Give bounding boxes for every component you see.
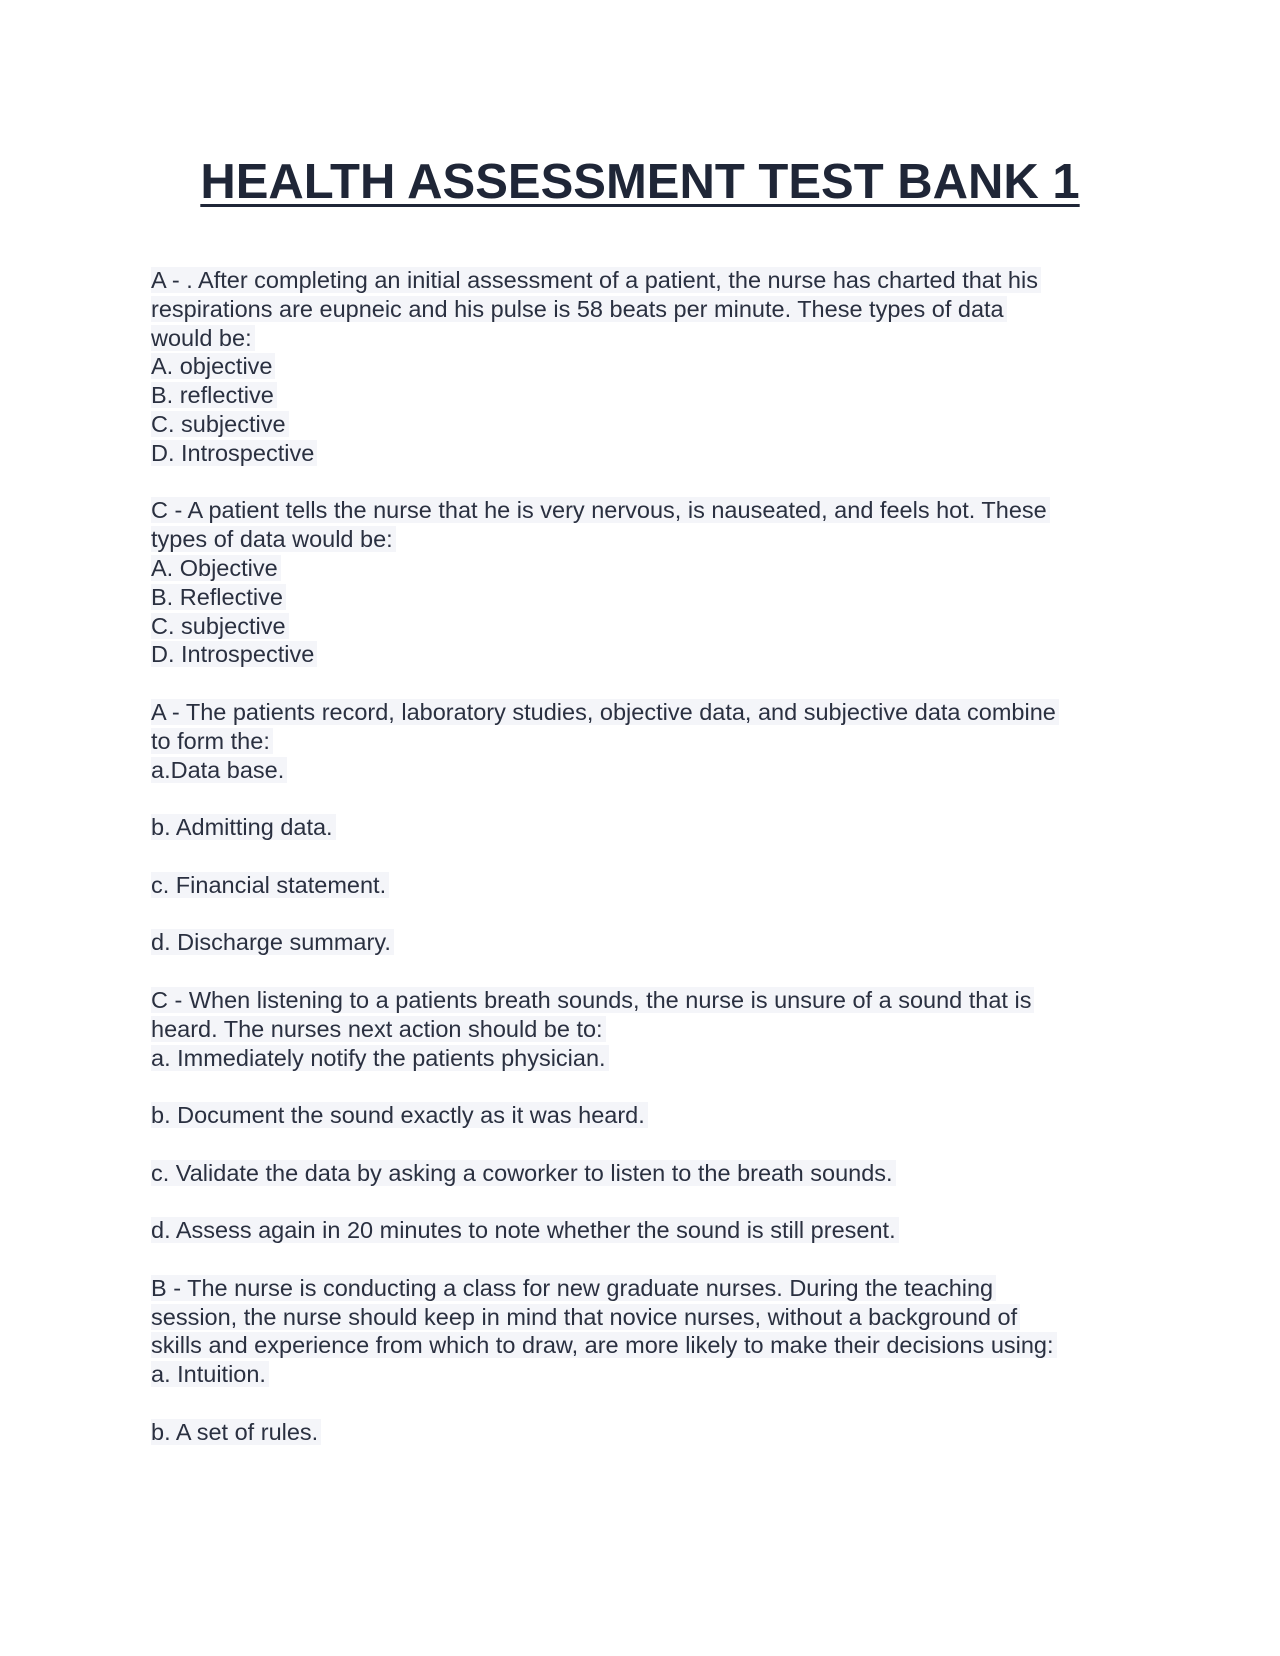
question-text-line bbox=[151, 1331, 1151, 1360]
question-separator bbox=[151, 468, 1151, 497]
document-title-text: HEALTH ASSESSMENT TEST BANK 1 bbox=[200, 155, 1080, 209]
text-run: B. reflective bbox=[151, 382, 277, 408]
question-text-line bbox=[151, 928, 1151, 957]
text-run: would be: bbox=[151, 325, 255, 351]
text-run: a.Data base. bbox=[151, 757, 287, 783]
question-separator bbox=[151, 669, 1151, 698]
question-stem-line bbox=[151, 1274, 1151, 1303]
question-text-line bbox=[151, 410, 1151, 439]
text-run: c. Validate the data by asking a coworker to listen to the breath sounds. bbox=[151, 1160, 896, 1186]
question-text-line bbox=[151, 583, 1151, 612]
question-text-line bbox=[151, 1044, 1151, 1073]
question-text-line bbox=[151, 1216, 1151, 1245]
question-text-line bbox=[151, 295, 1151, 324]
question-text-line bbox=[151, 813, 1151, 842]
text-run: c. Financial statement. bbox=[151, 872, 389, 898]
text-run: A - . After completing an initial assessment of a patient, the nurse has charted that his bbox=[151, 267, 1041, 293]
question-text-line bbox=[151, 1360, 1151, 1389]
question-text-line bbox=[151, 324, 1151, 353]
blank-line bbox=[151, 1389, 1151, 1418]
text-run: C - A patient tells the nurse that he is very nervous, is nauseated, and feels hot. These bbox=[151, 497, 1050, 523]
question-block bbox=[151, 986, 1151, 1274]
question-text-line bbox=[151, 554, 1151, 583]
text-run: C. subjective bbox=[151, 411, 289, 437]
question-list bbox=[151, 266, 1151, 1447]
question-block bbox=[151, 496, 1151, 698]
text-run: d. Assess again in 20 minutes to note whether the sound is still present. bbox=[151, 1217, 899, 1243]
question-text-line bbox=[151, 756, 1151, 785]
text-run: b. Document the sound exactly as it was heard. bbox=[151, 1102, 648, 1128]
text-run: B - The nurse is conducting a class for new graduate nurses. During the teaching bbox=[151, 1275, 996, 1301]
text-run: A. objective bbox=[151, 353, 275, 379]
text-run: b. Admitting data. bbox=[151, 814, 336, 840]
text-run: B. Reflective bbox=[151, 584, 286, 610]
text-run: heard. The nurses next action should be to: bbox=[151, 1016, 606, 1042]
text-run: a. Immediately notify the patients physician. bbox=[151, 1045, 609, 1071]
question-block bbox=[151, 1274, 1151, 1447]
question-separator bbox=[151, 957, 1151, 986]
text-run: d. Discharge summary. bbox=[151, 929, 394, 955]
text-run: session, the nurse should keep in mind that novice nurses, without a background of bbox=[151, 1304, 1020, 1330]
blank-line bbox=[151, 1188, 1151, 1217]
question-stem-line bbox=[151, 496, 1151, 525]
question-text-line bbox=[151, 640, 1151, 669]
question-text-line bbox=[151, 1159, 1151, 1188]
blank-line bbox=[151, 1130, 1151, 1159]
question-block bbox=[151, 266, 1151, 496]
text-run: D. Introspective bbox=[151, 641, 317, 667]
question-stem-line bbox=[151, 266, 1151, 295]
text-run: types of data would be: bbox=[151, 526, 396, 552]
question-text-line bbox=[151, 871, 1151, 900]
question-text-line bbox=[151, 1015, 1151, 1044]
question-text-line bbox=[151, 727, 1151, 756]
blank-line bbox=[151, 784, 1151, 813]
question-text-line bbox=[151, 381, 1151, 410]
text-run: skills and experience from which to draw, are more likely to make their decisions using: bbox=[151, 1332, 1057, 1358]
question-text-line bbox=[151, 1303, 1151, 1332]
text-run: C. subjective bbox=[151, 613, 289, 639]
question-text-line bbox=[151, 612, 1151, 641]
text-run: A. Objective bbox=[151, 555, 281, 581]
text-run: D. Introspective bbox=[151, 440, 317, 466]
text-run: to form the: bbox=[151, 728, 273, 754]
question-separator bbox=[151, 1245, 1151, 1274]
text-run: C - When listening to a patients breath sounds, the nurse is unsure of a sound that is bbox=[151, 987, 1034, 1013]
question-text-line bbox=[151, 439, 1151, 468]
document-title bbox=[0, 150, 1280, 214]
blank-line bbox=[151, 900, 1151, 929]
blank-line bbox=[151, 1072, 1151, 1101]
text-run: b. A set of rules. bbox=[151, 1419, 321, 1445]
question-block bbox=[151, 698, 1151, 986]
question-text-line bbox=[151, 1101, 1151, 1130]
text-run: respirations are eupneic and his pulse is 58 beats per minute. These types of data bbox=[151, 296, 1007, 322]
text-run: a. Intuition. bbox=[151, 1361, 269, 1387]
question-stem-line bbox=[151, 986, 1151, 1015]
question-stem-line bbox=[151, 698, 1151, 727]
question-text-line bbox=[151, 352, 1151, 381]
blank-line bbox=[151, 842, 1151, 871]
text-run: A - The patients record, laboratory studies, objective data, and subjective data combine bbox=[151, 699, 1059, 725]
question-text-line bbox=[151, 1418, 1151, 1447]
question-text-line bbox=[151, 525, 1151, 554]
